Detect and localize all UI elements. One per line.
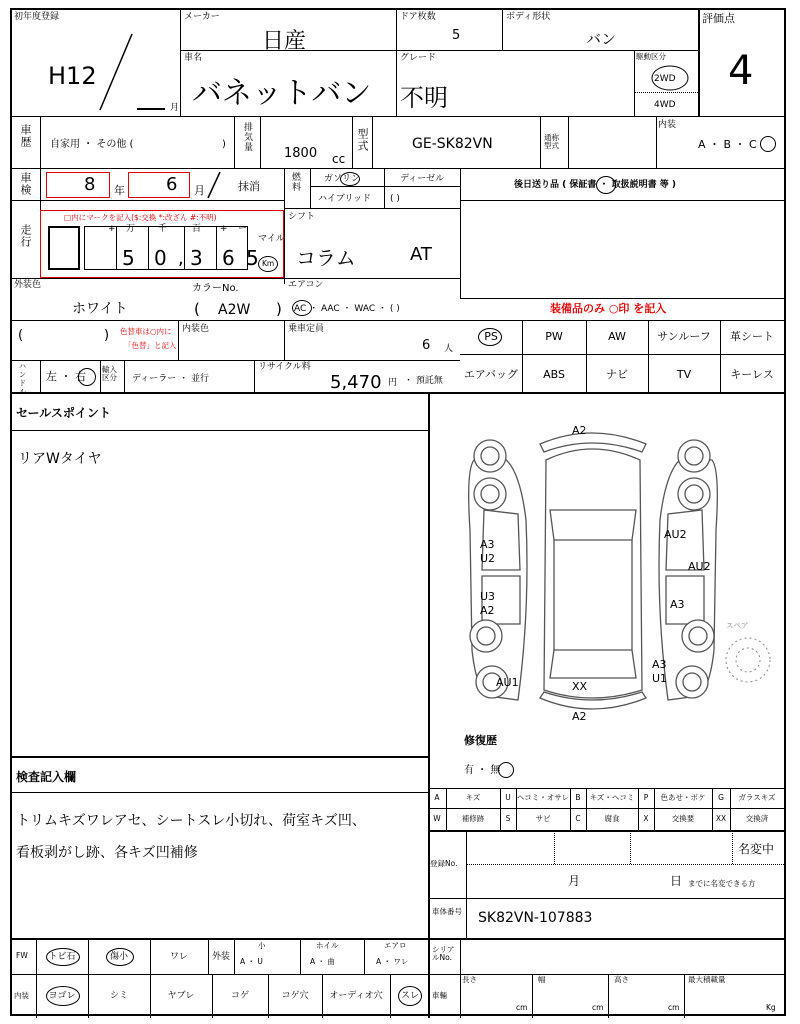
length-unit: cm <box>516 1003 528 1012</box>
paren-open: ( <box>18 328 24 343</box>
erased-label: 抹消 <box>238 180 260 193</box>
sales-text: リアWタイヤ <box>18 451 102 467</box>
fw-chip-circle <box>46 948 80 966</box>
maxload-label: 最大積載量 <box>688 975 726 984</box>
legend-c-desc: 腐食 <box>604 814 620 823</box>
legend-b: B <box>575 793 581 802</box>
recycle-value: 5,470 <box>330 372 382 393</box>
ext-label: 外装 <box>211 952 230 962</box>
height-label: 高さ <box>614 975 629 984</box>
mileage-plus-2: + <box>220 224 228 234</box>
dims-label: 車輛 <box>432 991 447 1000</box>
fuel-gasoline: ガソリン <box>324 174 361 184</box>
legend-u: U <box>505 793 511 802</box>
handwritten-slash-2 <box>204 170 224 200</box>
first-reg-label: 初年度登録 <box>14 12 60 22</box>
mileage-instruction: □内にマークを記入($:交換 *:改ざん #:不明) <box>64 213 217 222</box>
repair-label: 修復歴 <box>464 734 497 747</box>
equip-pw: PW <box>545 330 563 343</box>
legend-p: P <box>643 793 649 802</box>
int-wear-circle <box>398 986 422 1006</box>
handwritten-slash <box>92 30 142 114</box>
legend-c: C <box>575 814 581 823</box>
color-no-label: カラーNo. <box>192 283 239 294</box>
fuel-paren: ( ) <box>390 194 400 204</box>
handle-circle <box>78 368 96 386</box>
paren-close: ) <box>104 328 110 343</box>
digit-comma: , <box>178 248 184 269</box>
drive-2wd: 2WD <box>654 74 676 84</box>
equip-ps-circle <box>478 328 502 346</box>
legend-a-desc: キズ <box>465 793 481 802</box>
wheel-value: A ・ 曲 <box>310 957 335 966</box>
later-items: 後日送り品 ( 保証書 ・ 取扱説明書 等 ) <box>514 180 677 190</box>
legend-x-desc: 交換要 <box>671 814 695 823</box>
interior-label: 内装 <box>658 120 677 130</box>
mark-left-rear2: A2 <box>480 604 495 617</box>
reg-deadline: までに名変できる方 <box>688 879 756 888</box>
int-dirt-circle <box>46 986 80 1006</box>
capacity-value: 6 <box>422 338 431 353</box>
legend-w: W <box>433 814 441 823</box>
legend-s: S <box>505 814 511 823</box>
doors-label: ドア枚数 <box>400 12 436 22</box>
digit-1: 5 <box>122 246 135 270</box>
int-dirt: ヨゴレ <box>48 991 76 1001</box>
body-value: バン <box>586 30 617 48</box>
digit-2: 0 <box>154 246 167 270</box>
shift-value: コラム <box>296 246 356 270</box>
handwritten-circle <box>648 62 692 94</box>
inspection-notes-label: 検査記入欄 <box>16 770 77 784</box>
unit-1k: 千 <box>158 224 168 234</box>
capacity-unit: 人 <box>444 344 454 354</box>
displacement-value: 1800 <box>284 146 318 161</box>
recycle-note: ・ 預託無 <box>404 376 443 386</box>
recycle-unit: 円 <box>388 378 398 388</box>
inspection-line-2: 看板剥がし跡、各キズ凹補修 <box>16 845 198 861</box>
legend-g: G <box>718 793 724 802</box>
year-suffix: 年 <box>114 184 125 197</box>
legend-b-desc: キズ・ヘコミ <box>589 793 635 802</box>
mark-left-rear: U3 <box>480 590 496 603</box>
vin-label: 車体番号 <box>432 907 462 916</box>
mileage-plus-1: + <box>108 224 116 234</box>
unit-10k: 万 <box>126 224 136 234</box>
fuel-diesel: ディーゼル <box>400 174 445 184</box>
mileage-mark-box <box>48 226 80 270</box>
model-value: GE-SK82VN <box>412 136 493 152</box>
color-no-paren-close: ) <box>276 300 282 318</box>
maker-label: メーカー <box>184 12 220 22</box>
height-unit: cm <box>668 1003 680 1012</box>
equip-sunroof: サンルーフ <box>657 330 711 343</box>
legend-a: A <box>434 793 440 802</box>
serial-label: シリアルNo. <box>432 945 455 962</box>
later-items-circle <box>596 176 616 194</box>
inspection-label: 車検 <box>19 172 32 196</box>
fw-scratch-circle <box>106 948 134 966</box>
color-no-value: A2W <box>218 302 251 318</box>
drive-4wd: 4WD <box>654 100 676 110</box>
mark-right-mid: A3 <box>670 598 685 611</box>
score-label: 評価点 <box>702 12 735 25</box>
int-burn: コゲ <box>230 991 249 1001</box>
first-reg-month: 月 <box>170 103 180 113</box>
repair-circle <box>498 762 514 778</box>
mark-left-low: AU1 <box>496 676 519 689</box>
mileage-label: 走行 <box>19 224 32 248</box>
car-diagram <box>442 410 782 730</box>
common-model-label: 通称型式 <box>544 133 559 150</box>
width-unit: cm <box>592 1003 604 1012</box>
carname-value: バネットバン <box>192 76 372 111</box>
equip-ps: PS <box>484 330 498 343</box>
recycle-label: リサイクル料 <box>258 362 311 372</box>
legend-u-desc: ヘコミ・オサレ <box>516 793 570 802</box>
ext-small-value: A ・ U <box>240 957 263 966</box>
year-box <box>46 172 110 198</box>
score-value: 4 <box>728 48 754 94</box>
fuel-circle <box>340 172 360 186</box>
vin-value: SK82VN-107883 <box>478 910 593 926</box>
km-label: Km <box>262 259 275 268</box>
digit-3: 3 <box>190 246 203 270</box>
fw-label: FW <box>16 951 28 960</box>
mark-right-side: AU2 <box>688 560 711 573</box>
mark-left-front2: U2 <box>480 552 496 565</box>
legend-x: X <box>643 814 649 823</box>
grade-label: グレード <box>400 53 437 63</box>
reg-label: 登録No. <box>430 859 458 868</box>
fw-chip: トビ石 <box>48 952 76 962</box>
inspection-line-1: トリムキズワレアセ、シートスレ小切れ、荷室キズ凹、 <box>16 813 366 829</box>
reg-day: 日 <box>670 874 683 888</box>
fw-crack: ワレ <box>169 952 188 962</box>
capacity-label: 乗車定員 <box>288 324 325 334</box>
digit-4: 6 <box>222 246 235 270</box>
shift-label: シフト <box>288 212 316 222</box>
unit-100: 百 <box>192 224 202 234</box>
mark-right-front: AU2 <box>664 528 687 541</box>
interior-value: A ・ B ・ C <box>698 138 757 151</box>
ext-color-label: 外装色 <box>14 280 42 290</box>
name-change: 名変中 <box>738 842 775 856</box>
aero-value: A ・ ワレ <box>376 957 409 966</box>
handle-value: 左 ・ 右 <box>46 370 86 383</box>
equip-airbag: エアバッグ <box>463 368 519 381</box>
mark-right-rear: A3 <box>652 658 667 671</box>
mark-left-front: A3 <box>480 538 495 551</box>
int-color-label: 内装色 <box>182 324 210 334</box>
repair-value: 有 ・ 無 <box>464 765 501 776</box>
equip-leather: 革シート <box>730 330 774 343</box>
mark-bottom: A2 <box>572 710 587 723</box>
length-label: 長さ <box>462 975 477 984</box>
aircon-value: AC ・ AAC ・ WAC ・ ( ) <box>294 304 400 314</box>
displacement-unit: cc <box>332 152 346 166</box>
width-label: 幅 <box>538 975 546 984</box>
sales-label: セールスポイント <box>16 406 111 420</box>
color-no-paren-open: ( <box>194 300 200 318</box>
legend-w-desc: 補修跡 <box>461 814 485 823</box>
body-label: ボディ形状 <box>506 12 551 22</box>
digit-5: 5 <box>246 246 259 270</box>
mileage-minus: ー <box>238 224 248 234</box>
history-label: 車歴 <box>19 124 32 148</box>
spare-label: スペア <box>726 621 749 630</box>
mark-center: XX <box>572 680 588 693</box>
trans-value: AT <box>410 244 432 265</box>
doors-value: 5 <box>452 28 461 43</box>
mile-label: マイル <box>258 234 285 244</box>
first-reg-value: H12 <box>48 62 97 90</box>
equip-navi: ナビ <box>606 368 628 381</box>
import-value: ディーラー ・ 並行 <box>132 374 210 384</box>
int-audio-hole: オーディオ穴 <box>329 991 383 1001</box>
history-close: ) <box>222 139 226 150</box>
equip-header: 装備品のみ ○印 を記入 <box>550 302 667 315</box>
model-label: 型式 <box>356 128 369 152</box>
int-wear: スレ <box>400 991 419 1001</box>
displacement-label: 排気量 <box>242 122 252 152</box>
km-circle <box>258 256 278 272</box>
int-stain: シミ <box>109 991 128 1001</box>
month-blank <box>137 108 165 110</box>
legend-p-desc: 色あせ・ボケ <box>660 793 706 802</box>
fw-scratch: 傷小 <box>109 952 128 962</box>
inspection-year: 8 <box>84 174 96 195</box>
note-2: 「色替」と記入 <box>124 341 177 350</box>
note-1: 色替車は○内に <box>120 327 172 336</box>
equip-abs: ABS <box>543 368 565 381</box>
interior-circle <box>760 136 776 152</box>
wheel-label: ホイル <box>316 941 339 950</box>
int-burn-hole: コゲ穴 <box>281 991 309 1001</box>
maxload-unit: Kg <box>766 1003 776 1012</box>
reg-month: 月 <box>568 874 581 888</box>
maker-value: 日産 <box>262 29 307 54</box>
mark-top: A2 <box>572 424 587 437</box>
aircon-label: エアコン <box>288 280 324 290</box>
handle-label: ハンドル <box>18 362 27 396</box>
legend-xx-desc: 交換済 <box>745 814 769 823</box>
ext-color-value: ホワイト <box>72 301 128 317</box>
equip-aw: AW <box>608 330 626 343</box>
mark-right-rear2: U1 <box>652 672 668 685</box>
inspection-month: 6 <box>166 174 178 195</box>
legend-xx: XX <box>715 814 727 823</box>
equip-tv: TV <box>676 368 692 381</box>
grade-value: 不明 <box>400 84 448 112</box>
equip-keyless: キーレス <box>730 368 774 381</box>
fuel-label: 燃料 <box>290 172 300 192</box>
aircon-circle <box>292 300 312 316</box>
auction-sheet <box>10 8 786 1016</box>
carname-label: 車名 <box>184 53 203 63</box>
drive-label: 駆動区分 <box>636 52 666 61</box>
month-suffix: 月 <box>194 184 205 197</box>
history-value: 自家用 ・ その他 ( <box>50 139 134 150</box>
int-label: 内装 <box>14 991 29 1000</box>
import-label: 輸入区分 <box>102 365 117 382</box>
ext-small-label: 小 <box>258 941 266 950</box>
aero-label: エアロ <box>384 941 407 950</box>
month-box <box>128 172 190 198</box>
int-tear: ヤブレ <box>167 991 195 1001</box>
legend-s-desc: サビ <box>535 814 551 823</box>
legend-g-desc: ガラスキズ <box>738 793 776 802</box>
fuel-hybrid: ハイブリッド <box>318 194 372 204</box>
